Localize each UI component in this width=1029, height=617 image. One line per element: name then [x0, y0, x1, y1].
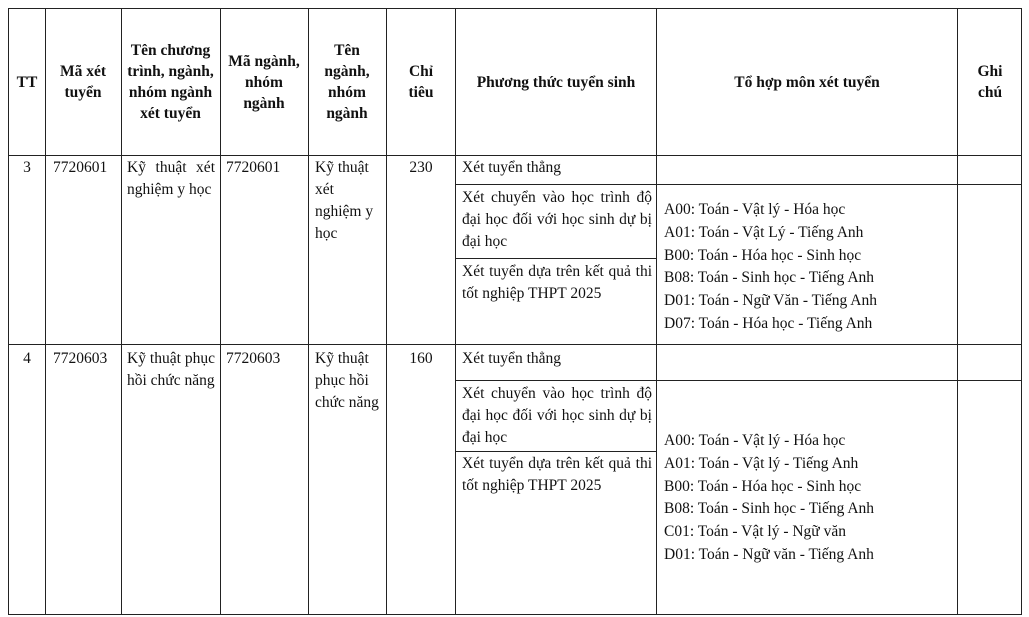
row3-ten-chuong-trinh: Kỹ thuật xét nghiệm y học — [127, 159, 215, 198]
col-divider-5 — [386, 8, 387, 615]
list-item: D01: Toán - Ngữ Văn - Tiếng Anh — [664, 292, 877, 310]
header-to-hop: Tổ hợp môn xét tuyển — [734, 73, 880, 91]
row4-method-2: Xét chuyển vào học trình độ đại học đối với học sinh dự bị đại học — [462, 385, 652, 446]
row4-ten-nganh: Kỹ thuật phục hồi chức năng — [315, 350, 379, 411]
header-chi-tieu: Chỉ tiêu — [408, 63, 434, 101]
col-divider-3 — [220, 8, 221, 615]
row4-method-divider-1 — [455, 380, 1021, 381]
row3-ma-xet-tuyen: 7720601 — [53, 159, 108, 176]
row4-ten-chuong-trinh: Kỹ thuật phục hồi chức năng — [127, 350, 215, 389]
col-divider-8 — [957, 8, 958, 615]
list-item: B00: Toán - Hóa học - Sinh học — [664, 246, 862, 264]
row-divider — [8, 344, 1021, 345]
row3-method-divider-1 — [455, 184, 1021, 185]
list-item: A00: Toán - Vật lý - Hóa học — [664, 432, 846, 449]
col-divider-2 — [121, 8, 122, 615]
row4-ma-xet-tuyen: 7720603 — [53, 350, 108, 367]
row4-ma-nganh: 7720603 — [226, 350, 281, 367]
row4-method-3: Xét tuyển dựa trên kết quả thi tốt nghiệp THPT 2025 — [462, 455, 652, 494]
list-item: A01: Toán - Vật lý - Tiếng Anh — [664, 454, 859, 472]
row4-method-1: Xét tuyển thẳng — [462, 350, 562, 367]
header-ten-nganh: Tên ngành, nhóm ngành — [324, 42, 370, 122]
header-ma-nganh: Mã ngành, nhóm ngành — [228, 52, 300, 112]
row3-tt: 3 — [23, 159, 31, 176]
row3-method-1: Xét tuyển thẳng — [462, 159, 562, 176]
row4-tt: 4 — [23, 350, 31, 367]
list-item: A01: Toán - Vật Lý - Tiếng Anh — [664, 223, 864, 241]
header-ten-chuong-trinh: Tên chương trình, ngành, nhóm ngành xét tuyển — [127, 42, 214, 122]
row3-method-divider-2 — [455, 258, 656, 259]
list-item: B08: Toán - Sinh học - Tiếng Anh — [664, 269, 875, 287]
header-tt: TT — [16, 73, 38, 91]
list-item: D07: Toán - Hóa học - Tiếng Anh — [664, 314, 873, 332]
header-ghi-chu: Ghi chú — [977, 63, 1003, 101]
row3-ma-nganh: 7720601 — [226, 159, 281, 176]
header-ma-xet-tuyen: Mã xét tuyển — [59, 63, 107, 101]
row4-combo-list — [664, 430, 954, 567]
col-divider-1 — [45, 8, 46, 615]
list-item: B00: Toán - Hóa học - Sinh học — [664, 477, 862, 495]
list-item: D01: Toán - Ngữ văn - Tiếng Anh — [664, 545, 874, 563]
list-item: A00: Toán - Vật lý - Hóa học — [664, 201, 846, 218]
row4-method-divider-2 — [455, 451, 656, 452]
table-border-bottom — [8, 614, 1021, 615]
list-item: C01: Toán - Vật lý - Ngữ văn — [664, 523, 846, 541]
table-border-right — [1021, 8, 1022, 615]
row3-method-3: Xét tuyển dựa trên kết quả thi tốt nghiệp THPT 2025 — [462, 263, 652, 302]
row3-method-2: Xét chuyển vào học trình độ đại học đối với học sinh dự bị đại học — [462, 189, 652, 250]
header-phuong-thuc: Phương thức tuyển sinh — [476, 73, 636, 91]
list-item: B08: Toán - Sinh học - Tiếng Anh — [664, 500, 875, 518]
row3-combo-list — [664, 199, 954, 336]
row3-ten-nganh: Kỹ thuật xét nghiệm y học — [315, 159, 374, 242]
col-divider-4 — [308, 8, 309, 615]
row3-chi-tieu: 230 — [409, 159, 433, 176]
col-divider-7 — [656, 8, 657, 615]
col-divider-6 — [455, 8, 456, 615]
header-divider — [8, 155, 1021, 156]
row4-chi-tieu: 160 — [409, 350, 433, 367]
